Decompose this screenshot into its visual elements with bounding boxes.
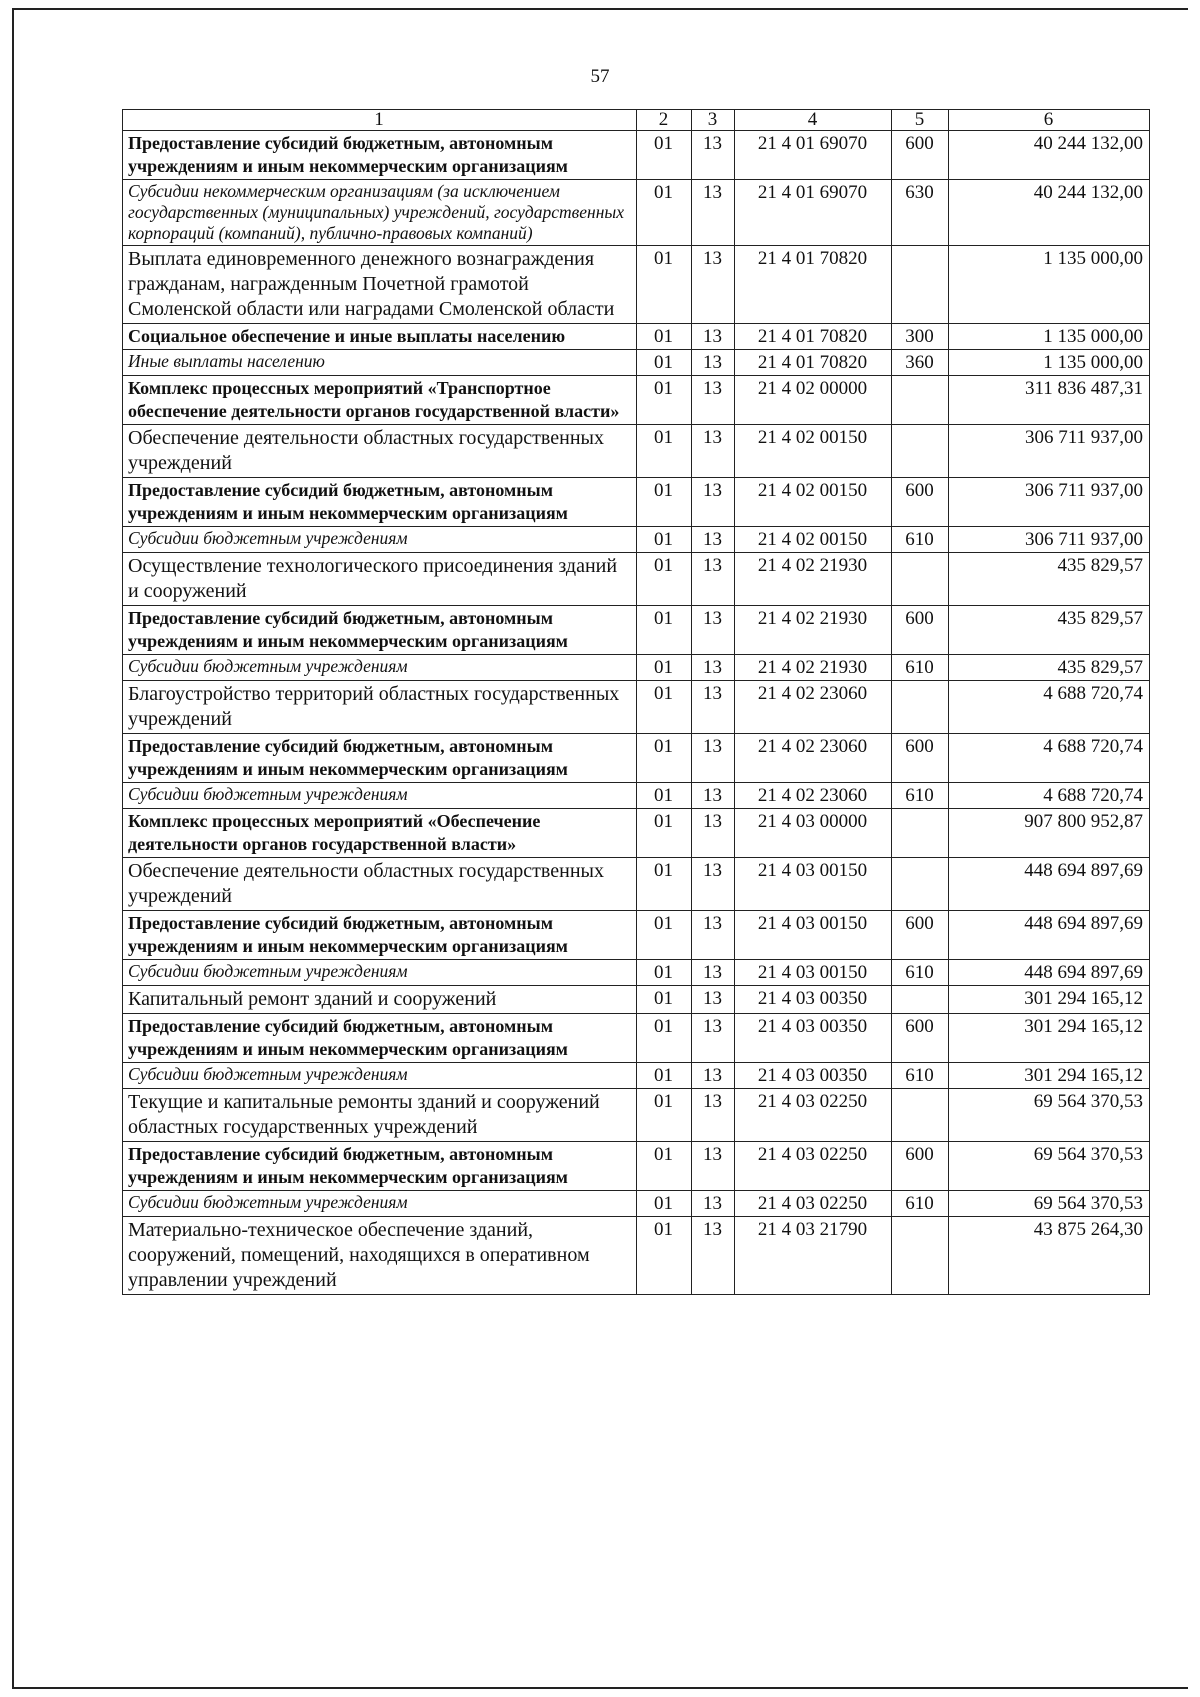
row-section: 01 [637, 553, 692, 606]
row-amount: 306 711 937,00 [949, 527, 1150, 553]
row-section: 01 [637, 478, 692, 527]
row-subsection: 13 [692, 1142, 735, 1191]
table-row [123, 809, 1150, 858]
row-amount: 301 294 165,12 [949, 986, 1150, 1014]
row-target-code: 21 4 03 02250 [735, 1089, 892, 1142]
row-expense-type [892, 1089, 949, 1142]
row-name: Иные выплаты населению [123, 350, 637, 376]
row-target-code: 21 4 01 70820 [735, 246, 892, 324]
row-amount: 311 836 487,31 [949, 376, 1150, 425]
row-target-code: 21 4 02 00150 [735, 425, 892, 478]
row-target-code: 21 4 02 00000 [735, 376, 892, 425]
row-target-code: 21 4 03 00350 [735, 1014, 892, 1063]
row-amount: 435 829,57 [949, 606, 1150, 655]
row-expense-type: 630 [892, 180, 949, 246]
row-name: Субсидии некоммерческим организациям (за исключением государственных (муниципальных) учреждений, государственных корпораций (компаний), публично-правовых компаний) [123, 180, 637, 246]
row-section: 01 [637, 1191, 692, 1217]
row-amount: 40 244 132,00 [949, 180, 1150, 246]
row-amount: 306 711 937,00 [949, 425, 1150, 478]
table-row [123, 911, 1150, 960]
row-subsection: 13 [692, 527, 735, 553]
row-amount: 1 135 000,00 [949, 324, 1150, 350]
row-name: Обеспечение деятельности областных государственных учреждений [123, 425, 637, 478]
row-amount: 69 564 370,53 [949, 1089, 1150, 1142]
row-amount: 69 564 370,53 [949, 1142, 1150, 1191]
row-expense-type: 610 [892, 1063, 949, 1089]
row-subsection: 13 [692, 986, 735, 1014]
row-target-code: 21 4 03 00150 [735, 858, 892, 911]
row-amount: 4 688 720,74 [949, 681, 1150, 734]
row-amount: 4 688 720,74 [949, 783, 1150, 809]
row-name: Предоставление субсидий бюджетным, автономным учреждениям и иным некоммерческим организациям [123, 911, 637, 960]
row-subsection: 13 [692, 376, 735, 425]
budget-table [122, 109, 1150, 1295]
row-expense-type: 600 [892, 131, 949, 180]
row-amount: 301 294 165,12 [949, 1063, 1150, 1089]
row-target-code: 21 4 03 00350 [735, 986, 892, 1014]
row-section: 01 [637, 1089, 692, 1142]
row-amount: 1 135 000,00 [949, 246, 1150, 324]
row-name: Капитальный ремонт зданий и сооружений [123, 986, 637, 1014]
row-section: 01 [637, 527, 692, 553]
row-subsection: 13 [692, 783, 735, 809]
row-amount: 4 688 720,74 [949, 734, 1150, 783]
row-expense-type: 600 [892, 1142, 949, 1191]
row-section: 01 [637, 425, 692, 478]
row-name: Субсидии бюджетным учреждениям [123, 1191, 637, 1217]
header-col-1: 1 [123, 110, 637, 131]
table-row [123, 527, 1150, 553]
row-section: 01 [637, 246, 692, 324]
row-target-code: 21 4 02 00150 [735, 478, 892, 527]
row-amount: 306 711 937,00 [949, 478, 1150, 527]
row-section: 01 [637, 1014, 692, 1063]
row-amount: 448 694 897,69 [949, 960, 1150, 986]
row-amount: 69 564 370,53 [949, 1191, 1150, 1217]
row-amount: 301 294 165,12 [949, 1014, 1150, 1063]
row-expense-type [892, 246, 949, 324]
row-expense-type: 600 [892, 734, 949, 783]
table-row [123, 858, 1150, 911]
table-body [123, 131, 1150, 1295]
row-subsection: 13 [692, 180, 735, 246]
row-section: 01 [637, 986, 692, 1014]
table-row [123, 376, 1150, 425]
row-target-code: 21 4 01 70820 [735, 324, 892, 350]
row-section: 01 [637, 606, 692, 655]
table-row [123, 180, 1150, 246]
row-subsection: 13 [692, 1014, 735, 1063]
row-expense-type: 610 [892, 655, 949, 681]
table-row [123, 425, 1150, 478]
table-row [123, 131, 1150, 180]
table-row [123, 986, 1150, 1014]
row-name: Предоставление субсидий бюджетным, автономным учреждениям и иным некоммерческим организациям [123, 1014, 637, 1063]
row-target-code: 21 4 03 00150 [735, 960, 892, 986]
row-subsection: 13 [692, 858, 735, 911]
row-expense-type [892, 1217, 949, 1295]
row-subsection: 13 [692, 324, 735, 350]
row-section: 01 [637, 180, 692, 246]
row-name: Субсидии бюджетным учреждениям [123, 960, 637, 986]
row-subsection: 13 [692, 960, 735, 986]
row-name: Предоставление субсидий бюджетным, автономным учреждениям и иным некоммерческим организациям [123, 478, 637, 527]
row-expense-type: 610 [892, 783, 949, 809]
row-subsection: 13 [692, 681, 735, 734]
row-amount: 435 829,57 [949, 553, 1150, 606]
row-name: Субсидии бюджетным учреждениям [123, 1063, 637, 1089]
table-row [123, 1089, 1150, 1142]
table-row [123, 783, 1150, 809]
row-subsection: 13 [692, 809, 735, 858]
table-row [123, 478, 1150, 527]
table-header [123, 110, 1150, 131]
header-col-2: 2 [637, 110, 692, 131]
table-row [123, 681, 1150, 734]
row-name: Предоставление субсидий бюджетным, автономным учреждениям и иным некоммерческим организациям [123, 734, 637, 783]
row-target-code: 21 4 02 00150 [735, 527, 892, 553]
row-name: Комплекс процессных мероприятий «Транспортное обеспечение деятельности органов государственной власти» [123, 376, 637, 425]
header-col-4: 4 [735, 110, 892, 131]
row-expense-type: 300 [892, 324, 949, 350]
row-expense-type [892, 809, 949, 858]
header-row [123, 110, 1150, 131]
row-section: 01 [637, 324, 692, 350]
row-expense-type [892, 553, 949, 606]
row-name: Комплекс процессных мероприятий «Обеспечение деятельности органов государственной власти» [123, 809, 637, 858]
row-name: Субсидии бюджетным учреждениям [123, 527, 637, 553]
row-amount: 435 829,57 [949, 655, 1150, 681]
row-section: 01 [637, 655, 692, 681]
row-expense-type [892, 858, 949, 911]
row-target-code: 21 4 02 21930 [735, 553, 892, 606]
row-target-code: 21 4 01 69070 [735, 180, 892, 246]
row-expense-type: 600 [892, 1014, 949, 1063]
row-amount: 448 694 897,69 [949, 911, 1150, 960]
row-subsection: 13 [692, 655, 735, 681]
row-amount: 448 694 897,69 [949, 858, 1150, 911]
row-target-code: 21 4 02 21930 [735, 655, 892, 681]
table-row [123, 960, 1150, 986]
table-row [123, 1063, 1150, 1089]
row-target-code: 21 4 03 02250 [735, 1142, 892, 1191]
row-subsection: 13 [692, 1089, 735, 1142]
row-section: 01 [637, 734, 692, 783]
row-target-code: 21 4 02 23060 [735, 734, 892, 783]
row-target-code: 21 4 03 00150 [735, 911, 892, 960]
header-col-3: 3 [692, 110, 735, 131]
row-name: Предоставление субсидий бюджетным, автономным учреждениям и иным некоммерческим организациям [123, 1142, 637, 1191]
table-row [123, 246, 1150, 324]
row-name: Благоустройство территорий областных государственных учреждений [123, 681, 637, 734]
row-expense-type: 610 [892, 527, 949, 553]
row-name: Обеспечение деятельности областных государственных учреждений [123, 858, 637, 911]
row-expense-type [892, 376, 949, 425]
row-expense-type: 600 [892, 911, 949, 960]
row-amount: 40 244 132,00 [949, 131, 1150, 180]
row-target-code: 21 4 03 21790 [735, 1217, 892, 1295]
row-name: Текущие и капитальные ремонты зданий и сооружений областных государственных учреждений [123, 1089, 637, 1142]
page-number: 57 [590, 66, 610, 87]
row-expense-type: 600 [892, 478, 949, 527]
table-row [123, 1142, 1150, 1191]
row-target-code: 21 4 02 21930 [735, 606, 892, 655]
row-target-code: 21 4 02 23060 [735, 783, 892, 809]
table-row [123, 350, 1150, 376]
header-col-6: 6 [949, 110, 1150, 131]
row-subsection: 13 [692, 1063, 735, 1089]
row-subsection: 13 [692, 553, 735, 606]
row-target-code: 21 4 03 00000 [735, 809, 892, 858]
table-row [123, 553, 1150, 606]
row-name: Материально-техническое обеспечение зданий, сооружений, помещений, находящихся в оперативном управлении учреждений [123, 1217, 637, 1295]
row-section: 01 [637, 350, 692, 376]
row-target-code: 21 4 01 69070 [735, 131, 892, 180]
row-section: 01 [637, 960, 692, 986]
row-target-code: 21 4 03 02250 [735, 1191, 892, 1217]
row-expense-type [892, 986, 949, 1014]
row-section: 01 [637, 131, 692, 180]
row-name: Выплата единовременного денежного вознаграждения гражданам, награжденным Почетной грамотой Смоленской области или наградами Смоленской области [123, 246, 637, 324]
row-name: Субсидии бюджетным учреждениям [123, 655, 637, 681]
row-subsection: 13 [692, 246, 735, 324]
table-row [123, 734, 1150, 783]
row-subsection: 13 [692, 606, 735, 655]
row-expense-type: 610 [892, 1191, 949, 1217]
row-section: 01 [637, 809, 692, 858]
row-amount: 43 875 264,30 [949, 1217, 1150, 1295]
table-row [123, 1191, 1150, 1217]
row-expense-type: 610 [892, 960, 949, 986]
row-name: Социальное обеспечение и иные выплаты населению [123, 324, 637, 350]
table-row [123, 1014, 1150, 1063]
table-row [123, 655, 1150, 681]
row-subsection: 13 [692, 478, 735, 527]
row-subsection: 13 [692, 1191, 735, 1217]
row-subsection: 13 [692, 734, 735, 783]
row-section: 01 [637, 1063, 692, 1089]
row-section: 01 [637, 1142, 692, 1191]
row-subsection: 13 [692, 131, 735, 180]
row-subsection: 13 [692, 911, 735, 960]
row-name: Осуществление технологического присоединения зданий и сооружений [123, 553, 637, 606]
row-section: 01 [637, 376, 692, 425]
row-expense-type: 600 [892, 606, 949, 655]
row-expense-type [892, 681, 949, 734]
row-name: Субсидии бюджетным учреждениям [123, 783, 637, 809]
table-row [123, 324, 1150, 350]
row-section: 01 [637, 911, 692, 960]
row-section: 01 [637, 1217, 692, 1295]
row-section: 01 [637, 858, 692, 911]
row-target-code: 21 4 03 00350 [735, 1063, 892, 1089]
row-expense-type [892, 425, 949, 478]
table-row [123, 1217, 1150, 1295]
row-amount: 907 800 952,87 [949, 809, 1150, 858]
row-subsection: 13 [692, 350, 735, 376]
row-target-code: 21 4 02 23060 [735, 681, 892, 734]
row-amount: 1 135 000,00 [949, 350, 1150, 376]
table-row [123, 606, 1150, 655]
header-col-5: 5 [892, 110, 949, 131]
row-target-code: 21 4 01 70820 [735, 350, 892, 376]
row-subsection: 13 [692, 425, 735, 478]
row-section: 01 [637, 783, 692, 809]
row-name: Предоставление субсидий бюджетным, автономным учреждениям и иным некоммерческим организациям [123, 131, 637, 180]
row-name: Предоставление субсидий бюджетным, автономным учреждениям и иным некоммерческим организациям [123, 606, 637, 655]
row-subsection: 13 [692, 1217, 735, 1295]
row-expense-type: 360 [892, 350, 949, 376]
row-section: 01 [637, 681, 692, 734]
